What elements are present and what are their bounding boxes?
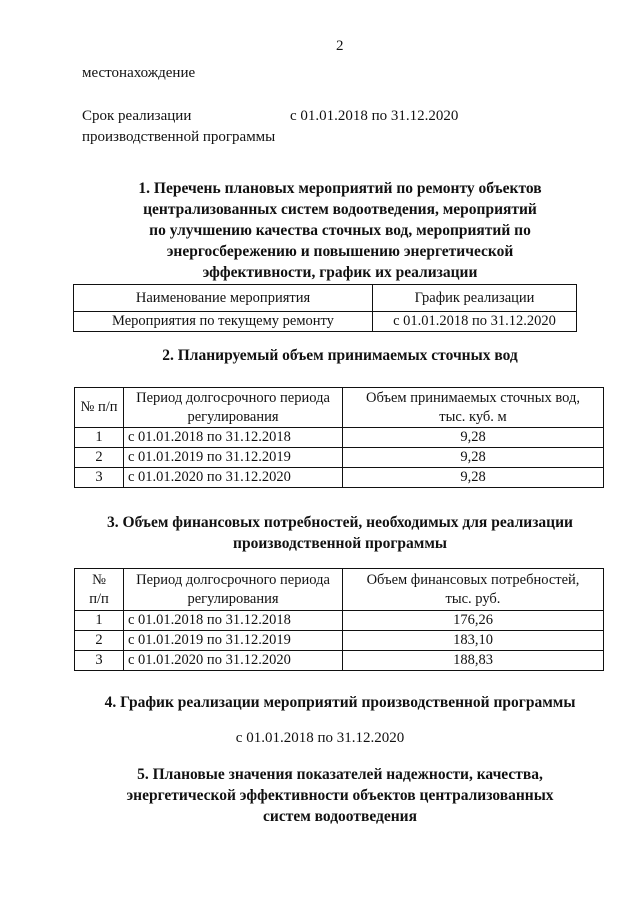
row-num: 1 (75, 611, 124, 631)
table-row (75, 631, 604, 651)
table-header-row (75, 388, 604, 428)
section3-title (60, 512, 620, 554)
section1-title-line: энергосбережению и повышению энергетической (166, 243, 514, 260)
header-cell: График реализации (373, 285, 577, 312)
header-line: Объем финансовых потребностей, (366, 571, 580, 588)
page-number: 2 (336, 38, 344, 54)
row-value: 183,10 (343, 631, 604, 651)
section3-table (74, 568, 604, 671)
section4-title: 4. График реализации мероприятий производственной программы (104, 694, 576, 711)
section2-table (74, 387, 604, 488)
section5-title-line: 5. Плановые значения показателей надежности, качества, (137, 766, 543, 783)
header-cell-num: № п/п (75, 388, 124, 428)
table-row (74, 312, 577, 332)
row-period: с 01.01.2019 по 31.12.2019 (124, 448, 343, 468)
header-cell-period (124, 388, 343, 428)
section3-title-line: производственной программы (233, 535, 447, 552)
section2-title: 2. Планируемый объем принимаемых сточных вод (162, 347, 518, 364)
section1-title-line: централизованных систем водоотведения, мероприятий (143, 201, 537, 218)
table-row (75, 468, 604, 488)
row-period: с 01.01.2020 по 31.12.2020 (124, 651, 343, 671)
location-label: местонахождение (82, 65, 196, 81)
row-value: 9,28 (343, 428, 604, 448)
header-line: Период долгосрочного периода (136, 389, 330, 406)
row-num: 3 (75, 651, 124, 671)
header-line: тыс. руб. (445, 590, 501, 607)
header-line: регулирования (187, 590, 279, 607)
table-row (75, 611, 604, 631)
row-period: с 01.01.2020 по 31.12.2020 (124, 468, 343, 488)
section5-title-line: энергетической эффективности объектов централизованных (126, 787, 554, 804)
header-cell-value (343, 569, 604, 611)
table-row (75, 448, 604, 468)
header-cell: Наименование мероприятия (74, 285, 373, 312)
header-line: Объем принимаемых сточных вод, (366, 389, 580, 406)
header-line: п/п (89, 590, 109, 607)
section1-title (80, 178, 600, 283)
row-period: с 01.01.2018 по 31.12.2018 (124, 428, 343, 448)
section5-title (60, 764, 620, 827)
period-label-line-2: производственной программы (82, 129, 276, 145)
header-line: регулирования (187, 408, 279, 425)
section5-title-line: систем водоотведения (263, 808, 417, 825)
row-period: с 01.01.2018 по 31.12.2018 (124, 611, 343, 631)
row-num: 2 (75, 631, 124, 651)
period-label-line-1: Срок реализации (82, 108, 192, 124)
section1-title-line: по улучшению качества сточных вод, мероприятий по (149, 222, 531, 239)
row-num: 3 (75, 468, 124, 488)
header-cell-period (124, 569, 343, 611)
table-row (75, 651, 604, 671)
section1-title-line: 1. Перечень плановых мероприятий по ремонту объектов (138, 180, 542, 197)
table-header-row (74, 285, 577, 312)
header-line: Период долгосрочного периода (136, 571, 330, 588)
row-num: 1 (75, 428, 124, 448)
row-value: 176,26 (343, 611, 604, 631)
header-line: тыс. куб. м (439, 408, 507, 425)
section3-title-line: 3. Объем финансовых потребностей, необходимых для реализации (107, 514, 573, 531)
row-period: с 01.01.2019 по 31.12.2019 (124, 631, 343, 651)
row-value: 9,28 (343, 448, 604, 468)
header-line: № (92, 571, 106, 588)
period-value: с 01.01.2018 по 31.12.2020 (290, 108, 459, 124)
header-cell-value (343, 388, 604, 428)
section1-table (73, 284, 577, 332)
table-cell: с 01.01.2018 по 31.12.2020 (373, 312, 577, 332)
section4-value: с 01.01.2018 по 31.12.2020 (235, 730, 405, 746)
table-cell: Мероприятия по текущему ремонту (74, 312, 373, 332)
table-row (75, 428, 604, 448)
header-cell-num (75, 569, 124, 611)
row-value: 9,28 (343, 468, 604, 488)
row-value: 188,83 (343, 651, 604, 671)
row-num: 2 (75, 448, 124, 468)
section1-title-line: эффективности, график их реализации (202, 264, 478, 281)
table-header-row (75, 569, 604, 611)
